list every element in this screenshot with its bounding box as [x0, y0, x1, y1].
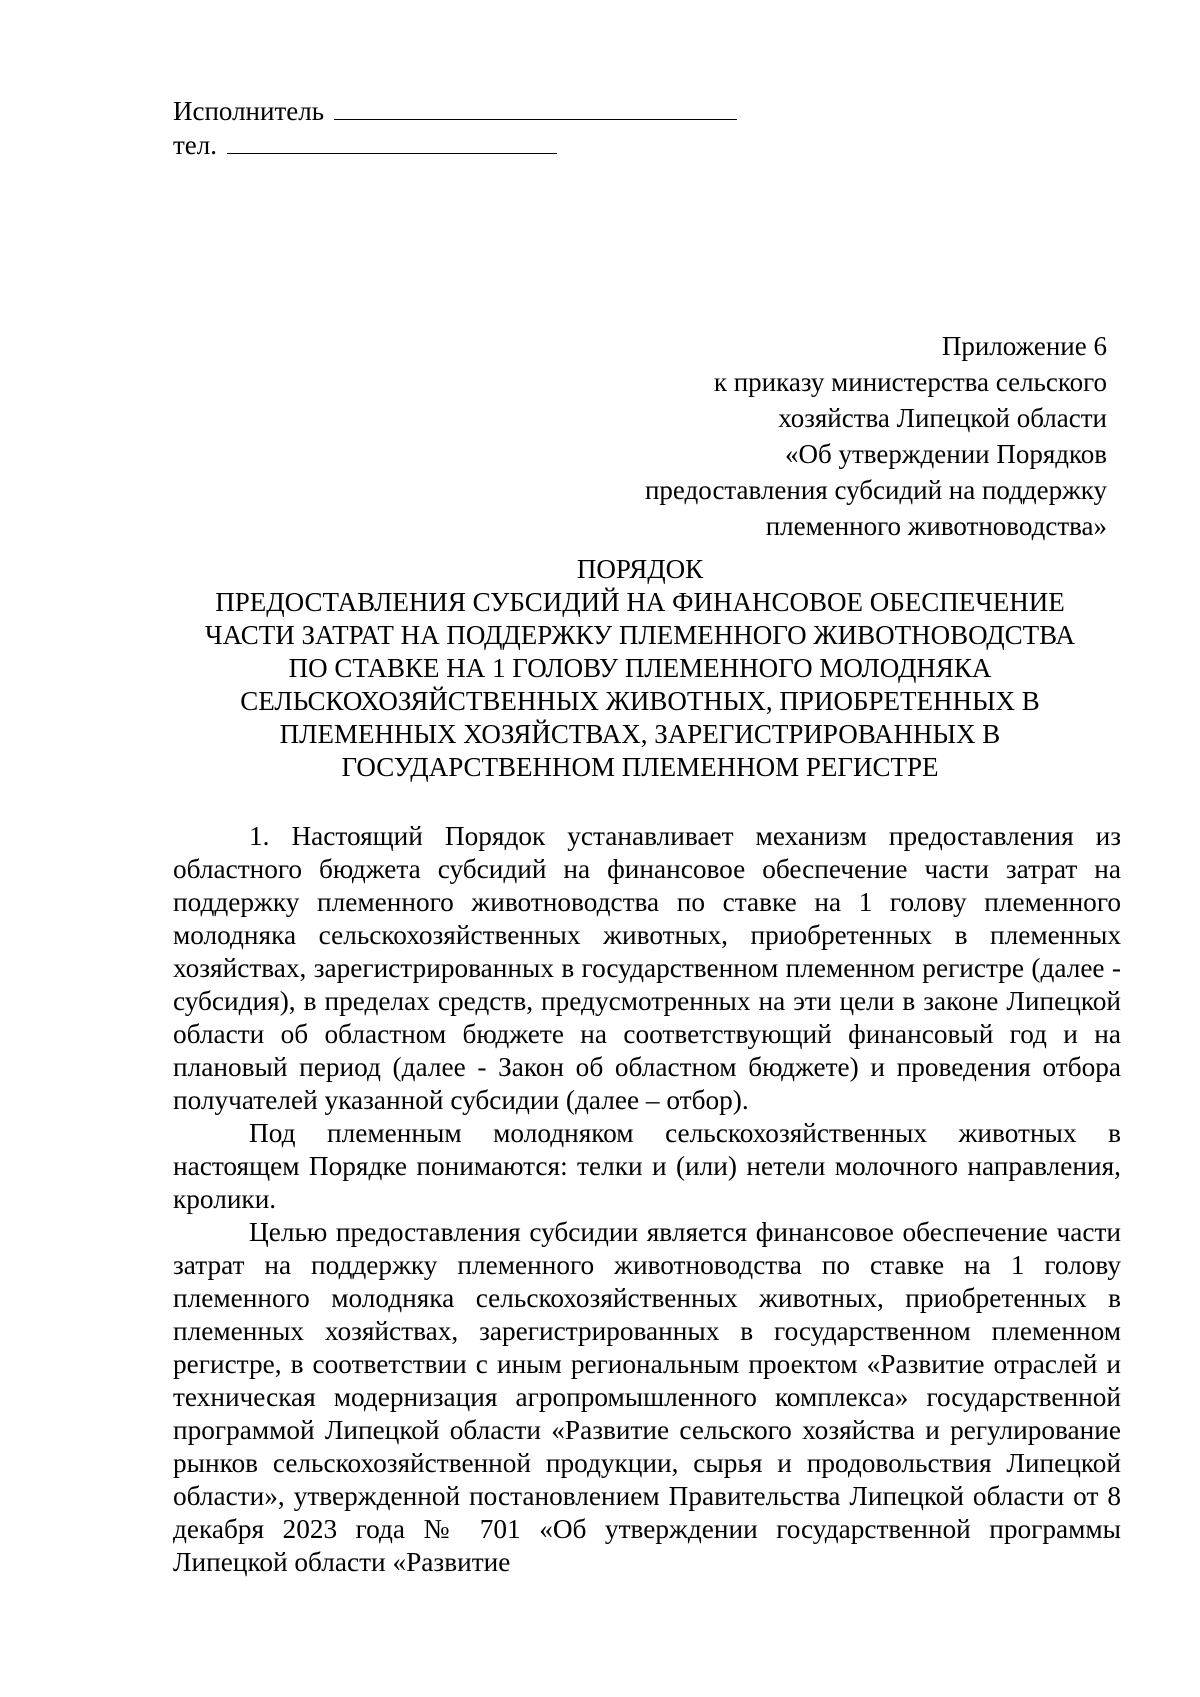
phone-label: тел. [173, 130, 218, 160]
appendix-line: «Об утверждении Порядков [785, 439, 1107, 469]
title-line: ЧАСТИ ЗАТРАТ НА ПОДДЕРЖКУ ПЛЕМЕННОГО ЖИВОТНОВОДСТВА [205, 620, 1075, 650]
executor-blank-field[interactable] [334, 95, 737, 120]
appendix-line: Приложение 6 [941, 331, 1107, 361]
body-paragraph: Под племенным молодняком сельскохозяйственных животных в настоящем Порядке понимаются: телки и (или) нетели молочного направления, кролики. [173, 1118, 1121, 1214]
body-paragraph: 1. Настоящий Порядок устанавливает механизм предоставления из областного бюджета субсидий на финансовое обеспечение части затрат на поддержку племенного животноводства по ставке на 1 голову племенного молодняка сельскохозяйственных животных, приобретенных в племенных хозяйствах, зарегистрированных в государственном племенном регистре (далее - субсидия), в пределах средств, предусмотренных на эти цели в законе Липецкой области об областном бюджете на соответствующий финансовый год и на плановый период (далее - Закон об областном бюджете) и проведения отбора получателей указанной субсидии (далее – отбор). [173, 821, 1121, 1115]
appendix-line: к приказу министерства сельского [713, 367, 1107, 397]
document-title [160, 553, 1120, 784]
document-body [173, 820, 1121, 1579]
executor-line [173, 94, 737, 128]
phone-blank-field[interactable] [227, 129, 557, 154]
executor-label: Исполнитель [173, 96, 325, 126]
appendix-line: племенного животноводства» [765, 511, 1107, 541]
title-line: СЕЛЬСКОХОЗЯЙСТВЕННЫХ ЖИВОТНЫХ, ПРИОБРЕТЕННЫХ В [240, 686, 1040, 716]
title-line: ПЛЕМЕННЫХ ХОЗЯЙСТВАХ, ЗАРЕГИСТРИРОВАННЫХ В [279, 719, 1001, 749]
title-line: ПРЕДОСТАВЛЕНИЯ СУБСИДИЙ НА ФИНАНСОВОЕ ОБЕСПЕЧЕНИЕ [215, 587, 1065, 617]
title-line: ГОСУДАРСТВЕННОМ ПЛЕМЕННОМ РЕГИСТРЕ [341, 752, 939, 782]
title-line: ПОРЯДОК [576, 554, 704, 584]
title-line: ПО СТАВКЕ НА 1 ГОЛОВУ ПЛЕМЕННОГО МОЛОДНЯКА [288, 653, 992, 683]
appendix-line: предоставления субсидий на поддержку [644, 475, 1107, 505]
appendix-reference [587, 328, 1107, 544]
body-paragraph: Целью предоставления субсидии является финансовое обеспечение части затрат на поддержку племенного животноводства по ставке на 1 голову племенного молодняка сельскохозяйственных животных, приобретенных в племенных хозяйствах, зарегистрированных в государственном племенном регистре, в соответствии с иным региональным проектом «Развитие отраслей и техническая модернизация агропромышленного комплекса» государственной программой Липецкой области «Развитие сельского хозяйства и регулирование рынков сельскохозяйственной продукции, сырья и продовольствия Липецкой области», утвержденной постановлением Правительства Липецкой области от 8 декабря 2023 года № 701 «Об утверждении государственной программы Липецкой области «Развитие [173, 1217, 1121, 1577]
phone-line [173, 128, 557, 162]
appendix-line: хозяйства Липецкой области [778, 403, 1107, 433]
